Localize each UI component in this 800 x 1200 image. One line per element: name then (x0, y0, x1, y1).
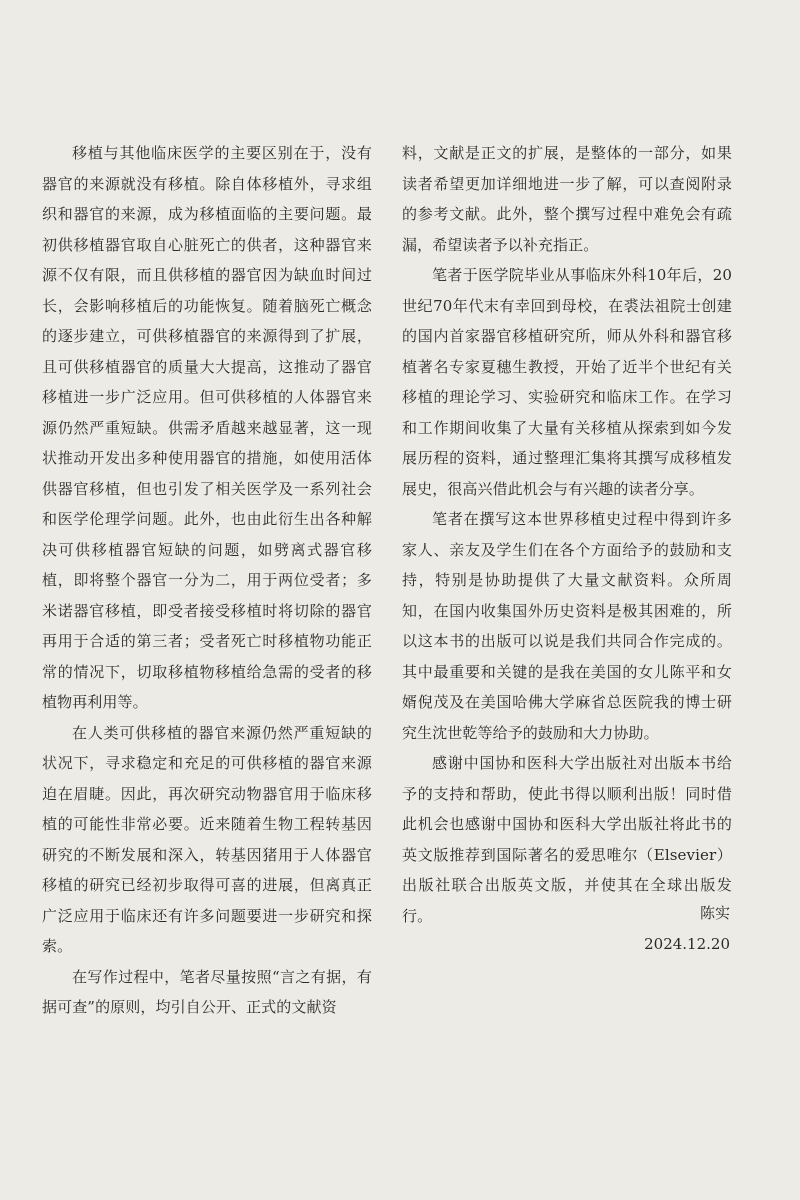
right-text-column (402, 138, 732, 931)
paragraph-author-background: 笔者于医学院毕业从事临床外科10年后，20世纪70年代末有幸回到母校，在裘法祖院士创建的国内首家器官移植研究所，师从外科和器官移植著名专家夏穗生教授，开始了近半个世纪有关移植的理论学习、实验研究和临床工作。在学习和工作期间收集了大量有关移植从探索到如今发展历程的资料，通过整理汇集将其撰写成移植发展史，很高兴借此机会与有兴趣的读者分享。 (402, 266, 732, 498)
paragraph-acknowledgement-family: 笔者在撰写这本世界移植史过程中得到许多家人、亲友及学生们在各个方面给予的鼓励和支持，特别是协助提供了大量文献资料。众所周知，在国内收集国外历史资料是极其困难的，所以这本书的出版可以说是我们共同合作完成的。其中最重要和关键的是我在美国的女儿陈平和女婿倪茂及在美国哈佛大学麻省总医院我的博士研究生沈世乾等给予的鼓励和大力协助。 (402, 510, 732, 742)
paragraph-animal-organs: 在人类可供移植的器官来源仍然严重短缺的状况下，寻求稳定和充足的可供移植的器官来源迫在眉睫。因此，再次研究动物器官用于临床移植的可能性非常必要。近来随着生物工程转基因研究的不断发展和深入，转基因猪用于人体器官移植的研究已经初步取得可喜的进展，但离真正广泛应用于临床还有许多问题要进一步研究和探索。 (42, 723, 372, 955)
signature-block (644, 898, 730, 959)
paragraph-references-continued: 料，文献是正文的扩展，是整体的一部分，如果读者希望更加详细地进一步了解，可以查阅附录的参考文献。此外，整个撰写过程中难免会有疏漏，希望读者予以补充指正。 (402, 144, 732, 254)
signature-date: 2024.12.20 (644, 934, 730, 953)
paragraph-acknowledgement-publisher: 感谢中国协和医科大学出版社对出版本书给予的支持和帮助，使此书得以顺利出版！同时借此机会也感谢中国协和医科大学出版社将此书的英文版推荐到国际著名的爱思唯尔（Elsevier）出版社联合出版英文版，并使其在全球出版发行。 (402, 754, 732, 925)
paragraph-organ-source: 移植与其他临床医学的主要区别在于，没有器官的来源就没有移植。除自体移植外，寻求组织和器官的来源，成为移植面临的主要问题。最初供移植器官取自心脏死亡的供者，这种器官来源不仅有限，而且供移植的器官因为缺血时间过长，会影响移植后的功能恢复。随着脑死亡概念的逐步建立，可供移植器官的来源得到了扩展，且可供移植器官的质量大大提高，这推动了器官移植进一步广泛应用。但可供移植的人体器官来源仍然严重短缺。供需矛盾越来越显著，这一现状推动开发出多种使用器官的措施，如使用活体供器官移植，但也引发了相关医学及一系列社会和医学伦理学问题。此外，也由此衍生出各种解决可供移植器官短缺的问题，如劈离式器官移植，即将整个器官一分为二，用于两位受者；多米诺器官移植，即受者接受移植时将切除的器官再用于合适的第三者；受者死亡时移植物功能正常的情况下，切取移植物移植给急需的受者的移植物再利用等。 (42, 144, 372, 711)
author-name: 陈实 (699, 904, 730, 922)
paragraph-writing-principle: 在写作过程中，笔者尽量按照“言之有据，有据可查”的原则，均引自公开、正式的文献资 (42, 967, 372, 1016)
left-text-column (42, 138, 372, 1023)
